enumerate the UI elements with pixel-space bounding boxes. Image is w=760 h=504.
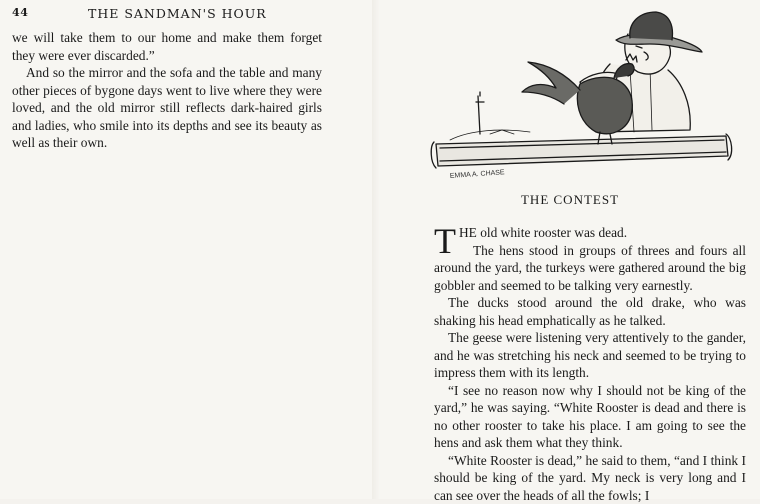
paragraph: The geese were listening very attentively to the gander, and he was stretching his neck and seemed to be trying to impress them with its length. [434,329,746,382]
church-steeple [476,92,484,134]
page-number: 44 [12,6,29,19]
right-body-text [434,224,746,504]
paragraph: “I see no reason now why I should not be king of the yard,” he was saying. “White Rooster is dead and there is no other rooster to take his place. I am going to see the hens and ask them what they think. [434,382,746,452]
paragraph: we will take them to our home and make them forget they were ever discarded.” [12,29,322,64]
farmer-and-rooster-illustration [430,4,744,184]
illustrator-signature: EMMA A. CHASE [450,169,506,180]
first-paragraph-text: HE old white rooster was dead. [459,225,627,240]
drop-cap: T [434,226,456,256]
first-paragraph [434,224,746,242]
paragraph: And so the mirror and the sofa and the table and many other pieces of bygone days went to live where they were loved, and the old mirror still reflects dark-haired girls and ladies, who smile into its depths and see its beauty as well as their own. [12,64,322,152]
rooster-body [577,77,632,133]
left-body-text [12,29,322,152]
rooster-tail [522,62,580,104]
book-gutter [372,0,380,499]
paragraph: The ducks stood around the old drake, who was shaking his head emphatically as he talked. [434,294,746,329]
paragraph: “White Rooster is dead,” he said to them, “and I think I should be king of the yard. My neck is very long and I can see over the heads of all the fowls; I [434,452,746,504]
book-title: THE SANDMAN'S HOUR [88,6,267,21]
left-page [0,0,372,499]
chapter-title: THE CONTEST [380,192,760,208]
paragraph: The hens stood in groups of threes and fours all around the yard, the turkeys were gathered around the big gobbler and seemed to be talking very earnestly. [434,242,746,295]
